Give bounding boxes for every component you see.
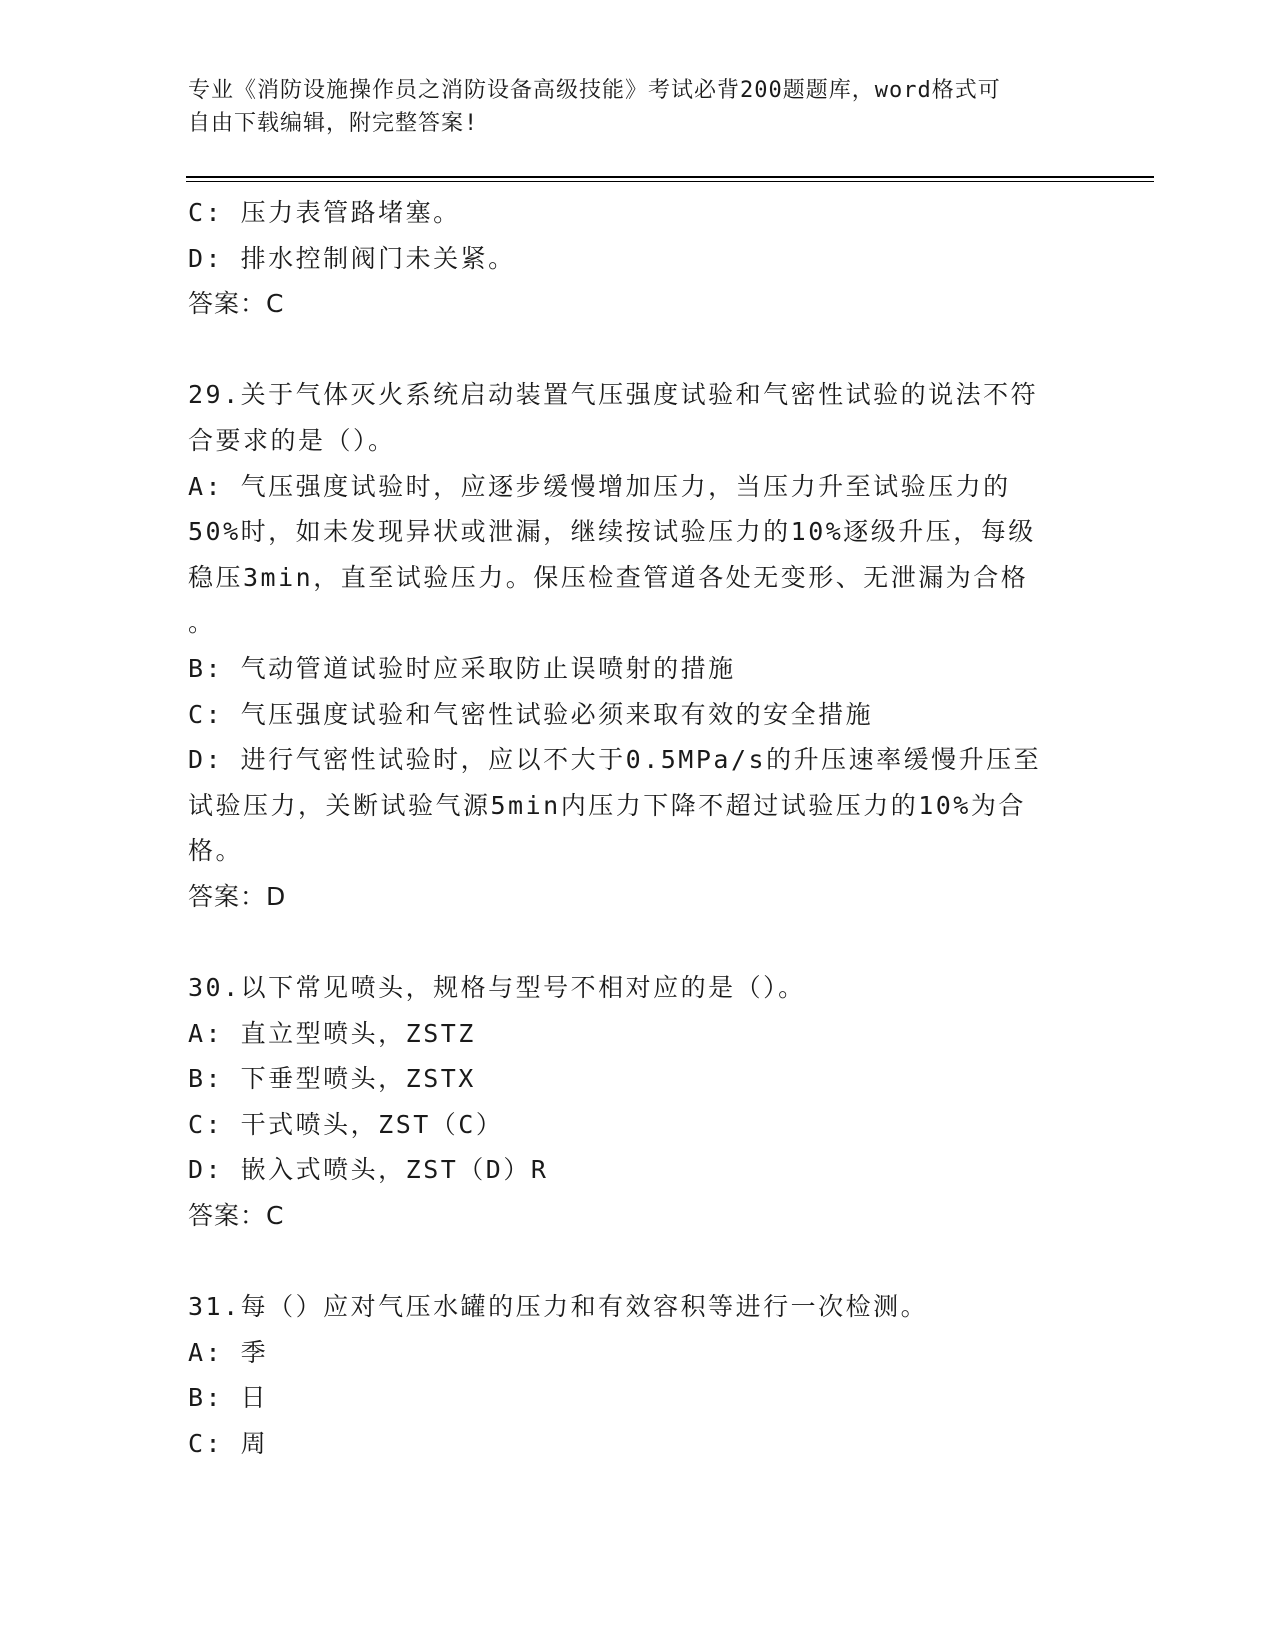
option-d: D: 排水控制阀门未关紧。 (188, 243, 516, 273)
option-b: B: 下垂型喷头，ZSTX (188, 1064, 476, 1094)
answer-line: 答案：C (188, 1201, 285, 1231)
question-stem: 29.关于气体灭火系统启动装置气压强度试验和气密性试验的说法不符 (188, 380, 1039, 410)
option-d-cont: 试验压力，关断试验气源5min内压力下降不超过试验压力的10%为合 (188, 790, 1026, 820)
document-header (188, 74, 1068, 140)
option-d: D: 进行气密性试验时，应以不大于0.5MPa/s的升压速率缓慢升压至 (188, 745, 1042, 775)
option-a: A: 气压强度试验时，应逐步缓慢增加压力，当压力升至试验压力的 (188, 471, 1011, 501)
option-c: C: 周 (188, 1429, 269, 1459)
option-a-cont: 50%时，如未发现异状或泄漏，继续按试验压力的10%逐级升压，每级 (188, 517, 1036, 547)
option-a: A: 季 (188, 1337, 269, 1367)
question-stem: 30.以下常见喷头，规格与型号不相对应的是（）。 (188, 973, 806, 1003)
option-a: A: 直立型喷头，ZSTZ (188, 1018, 476, 1048)
option-b: B: 气动管道试验时应采取防止误喷射的措施 (188, 653, 736, 683)
question-stem: 31.每（）应对气压水罐的压力和有效容积等进行一次检测。 (188, 1292, 929, 1322)
answer-line: 答案：D (188, 881, 287, 911)
question-29 (188, 372, 1088, 919)
option-d: D: 嵌入式喷头，ZST（D）R (188, 1155, 549, 1185)
option-c: C: 气压强度试验和气密性试验必须来取有效的安全措施 (188, 699, 874, 729)
question-30 (188, 965, 1088, 1239)
document-body (188, 190, 1088, 1467)
option-b: B: 日 (188, 1383, 269, 1413)
header-line-1: 专业《消防设施操作员之消防设备高级技能》考试必背200题题库，word格式可 (188, 78, 1001, 103)
question-28-tail (188, 190, 1088, 327)
option-c: C: 干式喷头，ZST（C） (188, 1109, 504, 1139)
option-a-cont: 稳压3min，直至试验压力。保压检查管道各处无变形、无泄漏为合格 (188, 562, 1029, 592)
spacer (188, 920, 1088, 966)
option-d-cont: 格。 (188, 836, 244, 866)
option-c: C: 压力表管路堵塞。 (188, 198, 461, 227)
option-a-cont: 。 (188, 608, 216, 638)
spacer (188, 1239, 1088, 1285)
header-line-2: 自由下载编辑，附完整答案! (188, 111, 479, 136)
spacer (188, 327, 1088, 373)
header-divider-thin (186, 181, 1154, 182)
question-31 (188, 1284, 1088, 1466)
question-stem-cont: 合要求的是（）。 (188, 425, 396, 455)
header-divider-thick (186, 176, 1154, 178)
answer-line: 答案：C (188, 289, 285, 319)
